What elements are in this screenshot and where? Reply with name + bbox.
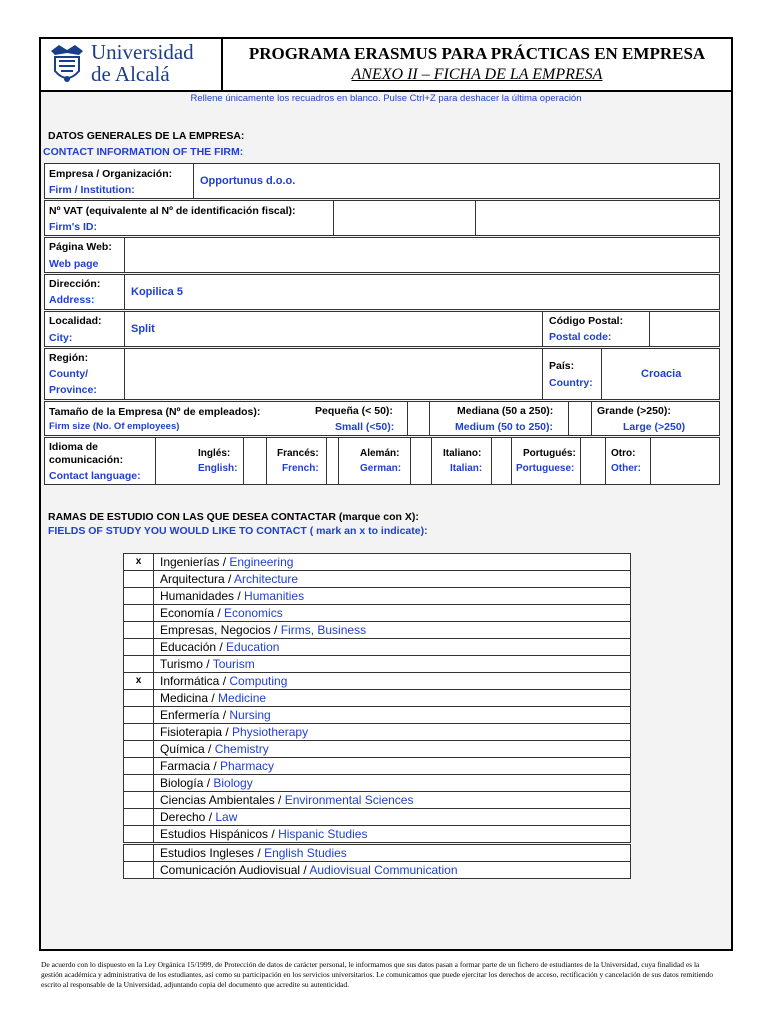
region-label-en-2: Province: bbox=[49, 384, 97, 396]
study-label bbox=[160, 605, 283, 621]
logo-line-2: de Alcalá bbox=[91, 62, 170, 86]
lang-english-es: Inglés: bbox=[198, 448, 231, 459]
form-title: PROGRAMA ERASMUS PARA PRÁCTICAS EN EMPRESA bbox=[248, 44, 706, 63]
study-row bbox=[123, 639, 631, 656]
postal-field[interactable] bbox=[655, 323, 715, 337]
study-label-es: Informática / bbox=[160, 674, 230, 688]
city-field[interactable]: Split bbox=[131, 323, 155, 335]
study-checkbox[interactable] bbox=[124, 724, 154, 740]
study-label bbox=[160, 845, 347, 861]
language-label-en: Contact language: bbox=[49, 470, 141, 482]
size-small-checkbox[interactable] bbox=[408, 402, 429, 435]
lang-portuguese-en: Portuguese: bbox=[516, 463, 575, 474]
general-heading-en: CONTACT INFORMATION OF THE FIRM: bbox=[43, 146, 244, 158]
study-checkbox[interactable] bbox=[124, 571, 154, 587]
size-small-es: Pequeña (< 50): bbox=[315, 405, 393, 417]
size-medium-es: Mediana (50 a 250): bbox=[457, 405, 554, 417]
study-label-en: English Studies bbox=[264, 846, 347, 860]
study-checkbox[interactable] bbox=[124, 775, 154, 791]
language-row bbox=[44, 437, 720, 485]
study-label bbox=[160, 622, 366, 638]
university-crest-icon bbox=[47, 43, 87, 87]
study-checkbox[interactable] bbox=[124, 690, 154, 706]
lang-italian-en: Italian: bbox=[450, 463, 483, 474]
study-label bbox=[160, 741, 269, 757]
study-checkbox[interactable] bbox=[124, 845, 154, 861]
lang-english-en: English: bbox=[198, 463, 238, 474]
study-row bbox=[123, 741, 631, 758]
web-row bbox=[44, 237, 720, 273]
city-row bbox=[44, 311, 720, 347]
vat-field[interactable] bbox=[341, 212, 471, 226]
firm-label-en: Firm / Institution: bbox=[49, 184, 135, 196]
study-row bbox=[123, 656, 631, 673]
country-label-es: País: bbox=[549, 360, 575, 372]
study-checkbox[interactable] bbox=[124, 605, 154, 621]
study-row bbox=[123, 588, 631, 605]
study-label-es: Química / bbox=[160, 742, 215, 756]
postal-label-en: Postal code: bbox=[549, 331, 612, 343]
study-label-en: Medicine bbox=[218, 691, 267, 705]
study-label-en: Audiovisual Communication bbox=[309, 863, 458, 877]
lang-french-es: Francés: bbox=[277, 448, 319, 459]
form-subtitle: ANEXO II – FICHA DE LA EMPRESA bbox=[351, 66, 603, 83]
study-row bbox=[123, 758, 631, 775]
study-label-es: Comunicación Audiovisual / bbox=[160, 863, 310, 877]
study-label-es: Turismo / bbox=[160, 657, 213, 671]
logo-line-1: Universidad bbox=[91, 40, 194, 64]
study-row bbox=[123, 775, 631, 792]
study-label-en: Engineering bbox=[229, 555, 294, 569]
lang-french-en: French: bbox=[282, 463, 319, 474]
study-checkbox[interactable] bbox=[124, 758, 154, 774]
region-row bbox=[44, 348, 720, 400]
city-label-en: City: bbox=[49, 332, 73, 344]
study-row bbox=[123, 622, 631, 639]
study-label bbox=[160, 571, 298, 587]
language-label-es-1: Idioma de bbox=[49, 441, 99, 453]
study-label bbox=[160, 758, 274, 774]
study-label-en: Biology bbox=[213, 776, 253, 790]
region-field[interactable] bbox=[131, 367, 531, 381]
lang-italian-es: Italiano: bbox=[443, 448, 482, 459]
study-row bbox=[123, 809, 631, 826]
study-checkbox[interactable]: x bbox=[124, 554, 154, 570]
region-label-en-1: County/ bbox=[49, 368, 89, 380]
size-large-es: Grande (>250): bbox=[597, 405, 671, 417]
country-label-en: Country: bbox=[549, 377, 593, 389]
study-checkbox[interactable] bbox=[124, 792, 154, 808]
study-label-es: Medicina / bbox=[160, 691, 219, 705]
study-label-en: Chemistry bbox=[214, 742, 269, 756]
study-checkbox[interactable] bbox=[124, 741, 154, 757]
study-heading-es: RAMAS DE ESTUDIO CON LAS QUE DESEA CONTACTAR (marque con X): bbox=[48, 511, 419, 523]
study-label bbox=[160, 673, 287, 689]
study-checkbox[interactable]: x bbox=[124, 673, 154, 689]
study-label-es: Enfermería / bbox=[160, 708, 230, 722]
size-medium-checkbox[interactable] bbox=[569, 402, 591, 435]
study-label-es: Educación / bbox=[160, 640, 227, 654]
address-field[interactable]: Kopilica 5 bbox=[131, 286, 183, 298]
study-row bbox=[123, 673, 631, 690]
lang-portuguese-es: Portugués: bbox=[523, 448, 576, 459]
study-label-en: Hispanic Studies bbox=[278, 827, 368, 841]
city-label-es: Localidad: bbox=[49, 315, 102, 327]
vat-row bbox=[44, 200, 720, 236]
study-checkbox[interactable] bbox=[124, 639, 154, 655]
study-label-en: Environmental Sciences bbox=[284, 793, 414, 807]
size-medium-en: Medium (50 to 250): bbox=[455, 421, 554, 433]
study-label-es: Estudios Hispánicos / bbox=[160, 827, 279, 841]
study-label-es: Economía / bbox=[160, 606, 225, 620]
study-checkbox[interactable] bbox=[124, 862, 154, 878]
study-label-en: Law bbox=[215, 810, 238, 824]
language-label-es-2: comunicación: bbox=[49, 454, 124, 466]
study-label bbox=[160, 707, 271, 723]
study-checkbox[interactable] bbox=[124, 809, 154, 825]
study-label-en: Physiotherapy bbox=[232, 725, 309, 739]
study-label bbox=[160, 724, 308, 740]
study-label-en: Education bbox=[226, 640, 280, 654]
study-row bbox=[123, 605, 631, 622]
address-label-en: Address: bbox=[49, 294, 95, 306]
study-heading-en: FIELDS OF STUDY YOU WOULD LIKE TO CONTACT ( mark an x to indicate): bbox=[48, 525, 428, 537]
web-field[interactable] bbox=[131, 249, 711, 263]
study-label bbox=[160, 792, 413, 808]
study-label-es: Biología / bbox=[160, 776, 214, 790]
study-row bbox=[123, 690, 631, 707]
study-row bbox=[123, 571, 631, 588]
instructions-notice: Rellene únicamente los recuadros en blanco. Pulse Ctrl+Z para deshacer la última operación bbox=[190, 93, 582, 104]
lang-german-en: German: bbox=[360, 463, 402, 474]
study-label bbox=[160, 690, 266, 706]
address-label-es: Dirección: bbox=[49, 278, 101, 290]
general-heading-es: DATOS GENERALES DE LA EMPRESA: bbox=[48, 130, 245, 142]
size-large-en: Large (>250) bbox=[623, 421, 686, 433]
study-row bbox=[123, 724, 631, 741]
study-row bbox=[123, 826, 631, 843]
size-row bbox=[44, 401, 720, 436]
study-label-en: Tourism bbox=[212, 657, 255, 671]
study-label-en: Humanities bbox=[244, 589, 305, 603]
study-checkbox[interactable] bbox=[124, 826, 154, 842]
study-label-es: Ingenierías / bbox=[160, 555, 230, 569]
university-logo bbox=[41, 39, 223, 90]
web-label-es: Página Web: bbox=[49, 241, 112, 253]
lang-german-es: Alemán: bbox=[360, 448, 400, 459]
study-label-es: Arquitectura / bbox=[160, 572, 235, 586]
firm-name-field[interactable]: Opportunus d.o.o. bbox=[200, 175, 296, 187]
privacy-footer: De acuerdo con lo dispuesto en la Ley Orgánica 15/1999, de Protección de datos de carácter personal, le informamos que sus datos pasan a formar parte de un fichero de estudiantes de la Universidad, cuya finalidad es la gestión académica y administrativa de los estudiantes, así como su participación en los servicios universitarios. Le comunicamos que puede ejercitar los derechos de acceso, rectificación y cancelación de sus datos remitiendo escrito al responsable de la Universidad, adjuntando copia del documento que acredite su autenticidad. bbox=[41, 960, 714, 989]
study-row bbox=[123, 792, 631, 809]
postal-label-es: Código Postal: bbox=[549, 315, 624, 327]
lang-other-es: Otro: bbox=[611, 448, 636, 459]
study-label-es: Derecho / bbox=[160, 810, 216, 824]
form-header bbox=[39, 37, 733, 92]
study-label-es: Fisioterapia / bbox=[160, 725, 233, 739]
web-label-en: Web page bbox=[49, 258, 99, 270]
firm-row bbox=[44, 163, 720, 199]
study-checkbox[interactable] bbox=[124, 588, 154, 604]
size-small-en: Small (<50): bbox=[335, 421, 395, 433]
study-label bbox=[160, 775, 253, 791]
vat-label-es: Nº VAT (equivalente al Nº de identificación fiscal): bbox=[49, 205, 296, 217]
study-label bbox=[160, 826, 367, 842]
study-label-es: Empresas, Negocios / bbox=[160, 623, 281, 637]
firm-label-es: Empresa / Organización: bbox=[49, 168, 173, 180]
study-label-en: Architecture bbox=[234, 572, 299, 586]
study-checkbox[interactable] bbox=[124, 656, 154, 672]
study-label-en: Pharmacy bbox=[220, 759, 275, 773]
study-label bbox=[160, 588, 304, 604]
study-label-es: Humanidades / bbox=[160, 589, 245, 603]
country-field[interactable]: Croacia bbox=[641, 368, 682, 380]
study-label-es: Farmacia / bbox=[160, 759, 221, 773]
study-label-es: Estudios Ingleses / bbox=[160, 846, 265, 860]
study-label-es: Ciencias Ambientales / bbox=[160, 793, 285, 807]
study-row bbox=[123, 844, 631, 862]
study-label-en: Nursing bbox=[229, 708, 271, 722]
study-row bbox=[123, 553, 631, 571]
study-label-en: Computing bbox=[229, 674, 288, 688]
study-label-en: Economics bbox=[224, 606, 283, 620]
lang-other-en: Other: bbox=[611, 463, 641, 474]
study-checkbox[interactable] bbox=[124, 622, 154, 638]
study-label bbox=[160, 639, 279, 655]
study-label bbox=[160, 809, 237, 825]
study-label bbox=[160, 656, 255, 672]
study-label bbox=[160, 862, 458, 878]
study-label bbox=[160, 554, 293, 570]
study-checkbox[interactable] bbox=[124, 707, 154, 723]
address-row bbox=[44, 274, 720, 310]
study-row bbox=[123, 707, 631, 724]
size-label-es: Tamaño de la Empresa (Nº de empleados): bbox=[49, 406, 261, 418]
study-label-en: Firms, Business bbox=[280, 623, 367, 637]
region-label-es: Región: bbox=[49, 352, 89, 364]
study-row bbox=[123, 862, 631, 879]
vat-label-en: Firm's ID: bbox=[49, 221, 98, 233]
size-label-en: Firm size (No. Of employees) bbox=[49, 421, 180, 432]
